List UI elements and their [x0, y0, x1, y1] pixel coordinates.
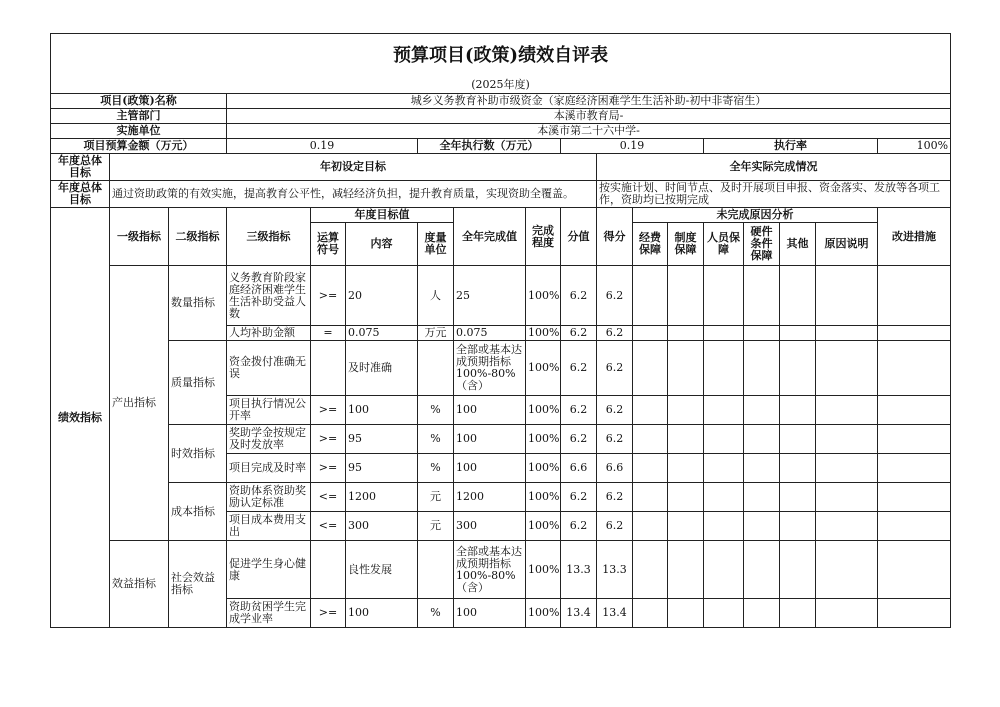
- indicator-unit: %: [418, 599, 454, 628]
- indicator-score: 6.2: [597, 483, 633, 512]
- indicator-completion: 100%: [526, 396, 561, 425]
- project-name-value: 城乡义务教育补助市级资金（家庭经济困难学生生活补助-初中非寄宿生）: [227, 94, 951, 109]
- indicator-value: 6.2: [561, 396, 597, 425]
- indicator-value: 6.2: [561, 425, 597, 454]
- indicator-score: 6.2: [597, 266, 633, 326]
- indicator-value: 6.2: [561, 326, 597, 341]
- indicator-actual: 全部或基本达成预期指标100%-80%（含）: [454, 541, 526, 599]
- indicator-actual: 100: [454, 454, 526, 483]
- indicator-completion: 100%: [526, 266, 561, 326]
- indicator-actual: 0.075: [454, 326, 526, 341]
- indicator-name: 资助贫困学生完成学业率: [227, 599, 311, 628]
- level2-quantity: 数量指标: [169, 266, 227, 341]
- indicator-operator: =: [311, 326, 346, 341]
- initial-goal-text: 通过资助政策的有效实施，提高教育公平性，减轻经济负担，提升教育质量，实现资助全覆盖。: [110, 181, 597, 208]
- rate-value: 100%: [878, 139, 951, 154]
- completion-header: 完成程度: [526, 208, 561, 266]
- indicator-score: 13.4: [597, 599, 633, 628]
- indicator-content: 95: [346, 425, 418, 454]
- initial-goal-header: 年初设定目标: [110, 154, 597, 181]
- indicator-name: 促进学生身心健康: [227, 541, 311, 599]
- indicator-name: 项目完成及时率: [227, 454, 311, 483]
- indicator-content: 0.075: [346, 326, 418, 341]
- indicator-unit: 人: [418, 266, 454, 326]
- indicator-operator: >=: [311, 425, 346, 454]
- indicator-completion: 100%: [526, 425, 561, 454]
- hardware-header: 硬件条件保障: [744, 223, 780, 266]
- reason-header: 原因说明: [816, 223, 878, 266]
- unit-header: 度量单位: [418, 223, 454, 266]
- indicator-completion: 100%: [526, 512, 561, 541]
- indicator-actual: 全部或基本达成预期指标100%-80%（含）: [454, 341, 526, 396]
- indicator-completion: 100%: [526, 341, 561, 396]
- exec-label: 全年执行数（万元）: [418, 139, 561, 154]
- measures-header: 改进措施: [878, 208, 951, 266]
- indicator-score: 6.6: [597, 454, 633, 483]
- indicator-score: 6.2: [597, 326, 633, 341]
- goal-label-2: 年度总体目标: [51, 181, 110, 208]
- system-header: 制度保障: [668, 223, 704, 266]
- indicator-completion: 100%: [526, 454, 561, 483]
- indicator-completion: 100%: [526, 541, 561, 599]
- indicator-unit: 元: [418, 512, 454, 541]
- indicator-name: 资金拨付准确无误: [227, 341, 311, 396]
- indicator-operator: >=: [311, 599, 346, 628]
- year-label: (2025年度): [51, 77, 951, 94]
- level1-header: 一级指标: [110, 208, 169, 266]
- indicator-unit: [418, 341, 454, 396]
- indicator-content: 良性发展: [346, 541, 418, 599]
- perf-indicator-label: 绩效指标: [51, 208, 110, 628]
- indicator-score: 6.2: [597, 396, 633, 425]
- indicator-name: 资助体系资助奖励认定标准: [227, 483, 311, 512]
- indicator-name: 奖助学金按规定及时发放率: [227, 425, 311, 454]
- indicator-content: 1200: [346, 483, 418, 512]
- indicator-score: 6.2: [597, 512, 633, 541]
- operator-header: 运算符号: [311, 223, 346, 266]
- performance-table: [50, 33, 951, 628]
- project-name-label: 项目(政策)名称: [51, 94, 227, 109]
- indicator-actual: 100: [454, 425, 526, 454]
- level2-cost: 成本指标: [169, 483, 227, 541]
- indicator-value: 6.6: [561, 454, 597, 483]
- indicator-completion: 100%: [526, 326, 561, 341]
- indicator-actual: 300: [454, 512, 526, 541]
- indicator-unit: %: [418, 454, 454, 483]
- indicator-unit: 万元: [418, 326, 454, 341]
- indicator-operator: [311, 341, 346, 396]
- full-year-value-header: 全年完成值: [454, 208, 526, 266]
- level3-header: 三级指标: [227, 208, 311, 266]
- level2-timeliness: 时效指标: [169, 425, 227, 483]
- indicator-name: 人均补助金额: [227, 326, 311, 341]
- indicator-score: 6.2: [597, 425, 633, 454]
- staff-header: 人员保障: [704, 223, 744, 266]
- indicator-score: 6.2: [597, 341, 633, 396]
- indicator-operator: >=: [311, 266, 346, 326]
- indicator-name: 项目成本费用支出: [227, 512, 311, 541]
- indicator-operator: <=: [311, 512, 346, 541]
- level2-header: 二级指标: [169, 208, 227, 266]
- unit-label: 实施单位: [51, 124, 227, 139]
- indicator-operator: [311, 541, 346, 599]
- annual-target-header: 年度目标值: [311, 208, 454, 223]
- indicator-value: 6.2: [561, 512, 597, 541]
- indicator-value: 6.2: [561, 266, 597, 326]
- other-header: 其他: [780, 223, 816, 266]
- level2-quality: 质量指标: [169, 341, 227, 425]
- indicator-actual: 100: [454, 396, 526, 425]
- level2-social: 社会效益指标: [169, 541, 227, 628]
- indicator-name: 义务教育阶段家庭经济困难学生生活补助受益人数: [227, 266, 311, 326]
- indicator-content: 300: [346, 512, 418, 541]
- budget-label: 项目预算金额（万元）: [51, 139, 227, 154]
- unfinished-header: 未完成原因分析: [633, 208, 878, 223]
- page-title: 预算项目(政策)绩效自评表: [51, 34, 951, 78]
- indicator-value: 6.2: [561, 341, 597, 396]
- dept-label: 主管部门: [51, 109, 227, 124]
- indicator-unit: %: [418, 396, 454, 425]
- actual-goal-text: 按实施计划、时间节点、及时开展项目申报、资金落实、发放等各项工作，资助均已按期完成: [597, 181, 951, 208]
- indicator-actual: 1200: [454, 483, 526, 512]
- indicator-name: 项目执行情况公开率: [227, 396, 311, 425]
- indicator-completion: 100%: [526, 483, 561, 512]
- indicator-operator: >=: [311, 454, 346, 483]
- exec-value: 0.19: [561, 139, 704, 154]
- indicator-value: 6.2: [561, 483, 597, 512]
- actual-goal-header: 全年实际完成情况: [597, 154, 951, 181]
- indicator-actual: 25: [454, 266, 526, 326]
- fund-header: 经费保障: [633, 223, 668, 266]
- indicator-unit: 元: [418, 483, 454, 512]
- unit-value: 本溪市第二十六中学-: [227, 124, 951, 139]
- indicator-score: 13.3: [597, 541, 633, 599]
- level1-output: 产出指标: [110, 266, 169, 541]
- dept-value: 本溪市教育局-: [227, 109, 951, 124]
- indicator-operator: <=: [311, 483, 346, 512]
- indicator-content: 及时准确: [346, 341, 418, 396]
- indicator-content: 20: [346, 266, 418, 326]
- indicator-content: 100: [346, 599, 418, 628]
- indicator-content: 95: [346, 454, 418, 483]
- indicator-operator: >=: [311, 396, 346, 425]
- indicator-content: 100: [346, 396, 418, 425]
- indicator-value: 13.4: [561, 599, 597, 628]
- score-value-header: 分值: [561, 208, 597, 266]
- indicator-value: 13.3: [561, 541, 597, 599]
- indicator-completion: 100%: [526, 599, 561, 628]
- indicator-unit: %: [418, 425, 454, 454]
- goal-label-1: 年度总体目标: [51, 154, 110, 181]
- rate-label: 执行率: [704, 139, 878, 154]
- indicator-actual: 100: [454, 599, 526, 628]
- score-header: 得分: [597, 208, 633, 266]
- level1-benefit: 效益指标: [110, 541, 169, 628]
- content-header: 内容: [346, 223, 418, 266]
- budget-value: 0.19: [227, 139, 418, 154]
- indicator-unit: [418, 541, 454, 599]
